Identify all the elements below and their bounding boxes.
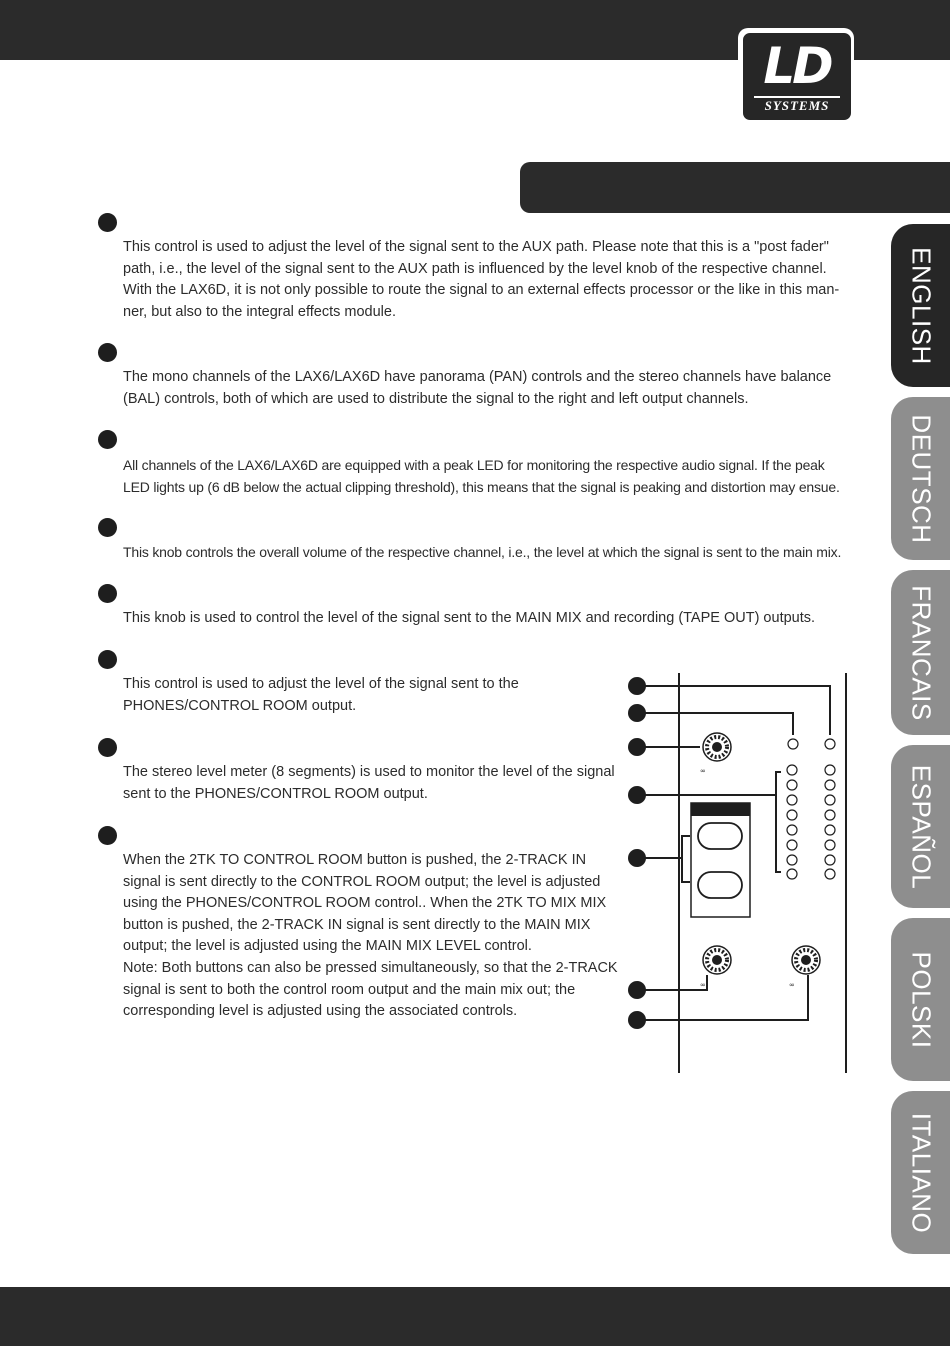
- item-bullet-5: [98, 584, 117, 603]
- main-mix-level-description: This knob is used to control the level of the signal sent to the MAIN MIX and recording (TAPE OUT) outputs.: [123, 610, 816, 626]
- tab-espanol[interactable]: ESPAÑOL: [891, 745, 950, 908]
- channel-level-knob-icon: [703, 946, 731, 974]
- section-header-bar: [520, 162, 950, 213]
- item-bullet-2: [98, 343, 117, 362]
- item-bullet-3: [98, 430, 117, 449]
- item-bullet-4: [98, 518, 117, 537]
- two-track-buttons-icon: [691, 803, 750, 917]
- level-meter-icon: [787, 765, 835, 879]
- two-track-description: When the 2TK TO CONTROL ROOM button is pushed, the 2-TRACK IN signal is sent directly to the CONTROL ROOM output; the level is adjusted using the PHONES/CONTROL ROOM control.. When the 2TK TO MIX MIX button is pushed, the 2-TRACK IN signal is sent directly to the MAIN MIX output; the level is adjusted using the MAIN MIX LEVEL control.: [123, 852, 607, 954]
- pan-bal-description: The mono channels of the LAX6/LAX6D have panorama (PAN) controls and the stereo channels have balance (BAL) controls, both of which are used to distribute the signal to the right and left output channels.: [123, 369, 832, 407]
- item-bullet-6: [98, 650, 117, 669]
- two-track-note: Note: Both buttons can also be pressed simultaneously, so that the 2-TRACK signal is sent to both the control room output and the main mix out; the corresponding level is adjusted using the associated controls.: [123, 960, 618, 1019]
- tab-italiano[interactable]: ITALIANO: [891, 1091, 950, 1254]
- phones-level-description: This control is used to adjust the level of the signal sent to the PHONES/CONTROL ROOM output.: [123, 676, 519, 714]
- tab-english[interactable]: ENGLISH: [891, 224, 950, 387]
- svg-text:∞: ∞: [700, 981, 706, 989]
- bottom-bar: [0, 1287, 950, 1346]
- logo-subtitle: SYSTEMS: [754, 96, 840, 114]
- ld-systems-logo: [738, 28, 854, 123]
- tab-francais[interactable]: FRANCAIS: [891, 570, 950, 735]
- main-mix-knob-icon: [792, 946, 820, 974]
- tab-deutsch[interactable]: DEUTSCH: [891, 397, 950, 560]
- peak-led-icons: [788, 739, 835, 749]
- svg-text:∞: ∞: [700, 767, 706, 775]
- peak-led-description: All channels of the LAX6/LAX6D are equipped with a peak LED for monitoring the respective audio signal. If the peak LED lights up (6 dB below the actual clipping threshold), this means that the signal is peaking and distortion may ensue.: [123, 457, 840, 495]
- aux-send-description: This control is used to adjust the level of the signal sent to the AUX path. Please note that this is a "post fader" path, i.e., the level of the signal sent to the AUX path is influenced by the level knob of the respective channel. With the LAX6D, it is not only possible to route the signal to an external effects processor or the like in this man-ner, but also to the integral effects module.: [123, 239, 840, 320]
- svg-text:∞: ∞: [789, 981, 795, 989]
- tab-polski[interactable]: POLSKI: [891, 918, 950, 1081]
- item-bullet-1: [98, 213, 117, 232]
- mixer-panel-diagram: [620, 670, 860, 1080]
- item-bullet-7: [98, 738, 117, 757]
- channel-level-description: This knob controls the overall volume of the respective channel, i.e., the level at which the signal is sent to the main mix.: [123, 544, 842, 560]
- callout-markers: [628, 677, 646, 1029]
- level-meter-description: The stereo level meter (8 segments) is used to monitor the level of the signal sent to the PHONES/CONTROL ROOM output.: [123, 764, 615, 802]
- logo-brand: LD: [763, 37, 831, 95]
- phones-level-knob-icon: [703, 733, 731, 761]
- item-bullet-8: [98, 826, 117, 845]
